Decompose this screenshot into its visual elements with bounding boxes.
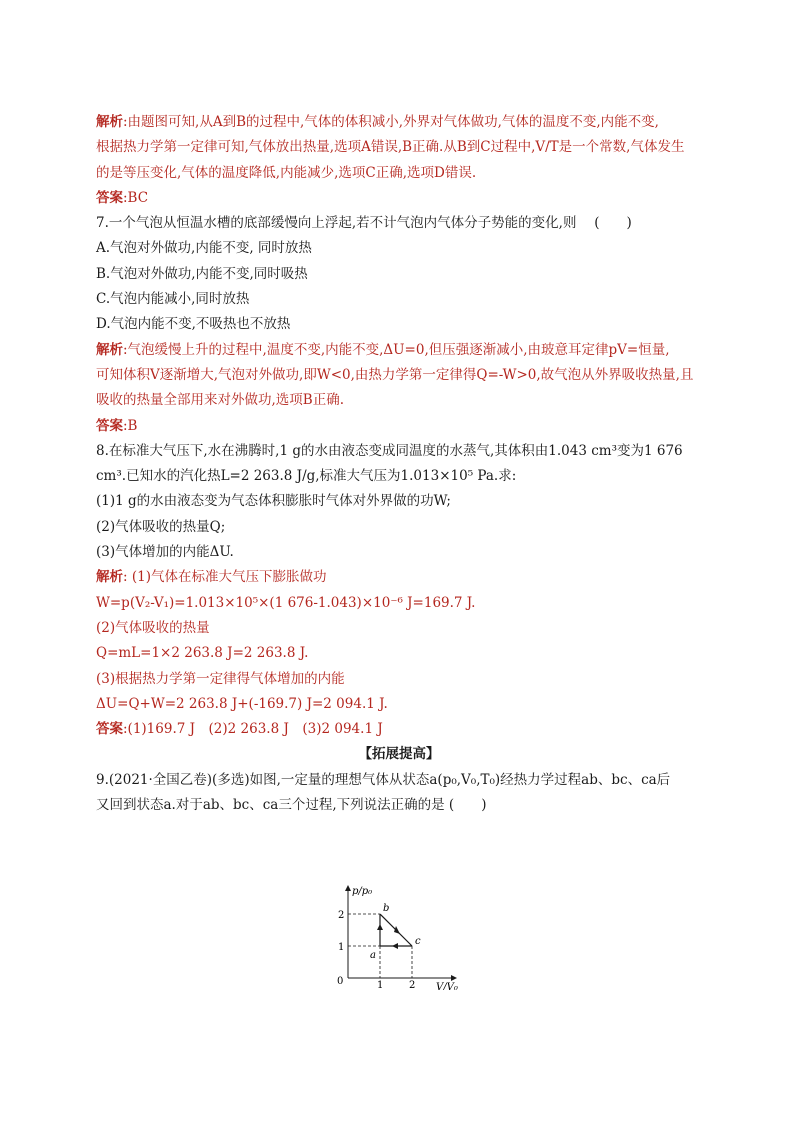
q9-stem-line-2: 又回到状态a.对于ab、bc、ca三个过程,下列说法正确的是 ( ) xyxy=(96,797,487,814)
q8-explanation-line-2: W=p(V₂-V₁)=1.013×10⁵×(1 676-1.043)×10⁻⁶ J=169.7 J. xyxy=(96,594,476,611)
q7-explanation-line-2: 可知体积V逐渐增大,气泡对外做功,即W<0,由热力学第一定律得Q=-W>0,故气泡从外界吸收热量,且 xyxy=(96,366,694,383)
q7-explanation-line-1: 解析:气泡缓慢上升的过程中,温度不变,内能不变,ΔU=0,但压强逐渐减小,由玻意耳定律pV=恒量, xyxy=(96,341,670,358)
q7-option-c: C.气泡内能减小,同时放热 xyxy=(96,291,250,308)
q6-explanation-line-1: 解析:由题图可知,从A到B的过程中,气体的体积减小,外界对气体做功,气体的温度不变,内能不变, xyxy=(96,114,659,130)
q8-explanation-line-1: 解析: (1)气体在标准大气压下膨胀做功 xyxy=(96,569,327,586)
y-tick-1: 1 xyxy=(338,942,345,953)
explanation-label: 解析 xyxy=(96,569,123,586)
q8-explanation-line-4: Q=mL=1×2 263.8 J=2 263.8 J. xyxy=(96,645,309,662)
x-axis-label: V/V₀ xyxy=(436,982,458,990)
q8-part-1: (1)1 g的水由液态变为气态体积膨胀时气体对外界做的功W; xyxy=(96,493,451,510)
q8-explanation-line-5: (3)根据热力学第一定律得气体增加的内能 xyxy=(96,670,345,687)
origin-label: 0 xyxy=(337,976,344,987)
q6-explanation-line-2: 根据热力学第一定律可知,气体放出热量,选项A错误,B正确.从B到C过程中,V/T是一个常数,气体发生 xyxy=(96,139,685,156)
q7-answer: 答案:B xyxy=(96,417,138,434)
q8-stem-line-2: cm³.已知水的汽化热L=2 263.8 J/g,标准大气压为1.013×10⁵ Pa.求: xyxy=(96,468,517,485)
q8-answer: 答案:(1)169.7 J (2)2 263.8 J (3)2 094.1 J xyxy=(96,721,383,738)
point-label-c: c xyxy=(415,936,421,947)
answer-label: 答案 xyxy=(96,417,123,434)
x-tick-1: 1 xyxy=(377,980,384,990)
answer-label: 答案 xyxy=(96,189,123,206)
document-page xyxy=(96,110,702,818)
q8-explanation-line-3: (2)气体吸收的热量 xyxy=(96,619,210,636)
arrow-ab xyxy=(377,924,383,930)
q8-part-3: (3)气体增加的内能ΔU. xyxy=(96,544,234,561)
arrow-bc xyxy=(394,926,400,934)
y-tick-2: 2 xyxy=(338,910,345,921)
pv-diagram xyxy=(332,880,462,990)
y-axis-label: p/p₀ xyxy=(352,886,373,897)
explanation-label: 解析 xyxy=(96,341,123,358)
point-label-b: b xyxy=(383,903,390,914)
q8-explanation-line-6: ΔU=Q+W=2 263.8 J+(-169.7) J=2 094.1 J. xyxy=(96,695,388,712)
q8-part-2: (2)气体吸收的热量Q; xyxy=(96,518,226,535)
q7-stem: 7.一个气泡从恒温水槽的底部缓慢向上浮起,若不计气泡内气体分子势能的变化,则 ( ) xyxy=(96,215,632,232)
q7-option-d: D.气泡内能不变,不吸热也不放热 xyxy=(96,316,291,333)
q8-stem-line-1: 8.在标准大气压下,水在沸腾时,1 g的水由液态变成同温度的水蒸气,其体积由1.043 cm³变为1 676 xyxy=(96,442,683,459)
q7-option-b: B.气泡对外做功,内能不变,同时吸热 xyxy=(96,265,308,282)
q7-option-a: A.气泡对外做功,内能不变, 同时放热 xyxy=(96,240,312,257)
answer-label: 答案 xyxy=(96,721,123,738)
arrow-ca xyxy=(392,943,398,949)
q9-stem-line-1: 9.(2021·全国乙卷)(多选)如图,一定量的理想气体从状态a(p₀,V₀,T₀)经热力学过程ab、bc、ca后 xyxy=(96,771,671,788)
explanation-label: 解析 xyxy=(96,114,123,130)
point-label-a: a xyxy=(370,950,376,961)
x-tick-2: 2 xyxy=(409,980,416,990)
section-title: 【拓展提高】 xyxy=(358,746,440,763)
q7-explanation-line-3: 吸收的热量全部用来对外做功,选项B正确. xyxy=(96,392,345,409)
q6-explanation-line-3: 的是等压变化,气体的温度降低,内能减少,选项C正确,选项D错误. xyxy=(96,164,477,181)
q6-answer: 答案:BC xyxy=(96,189,149,206)
